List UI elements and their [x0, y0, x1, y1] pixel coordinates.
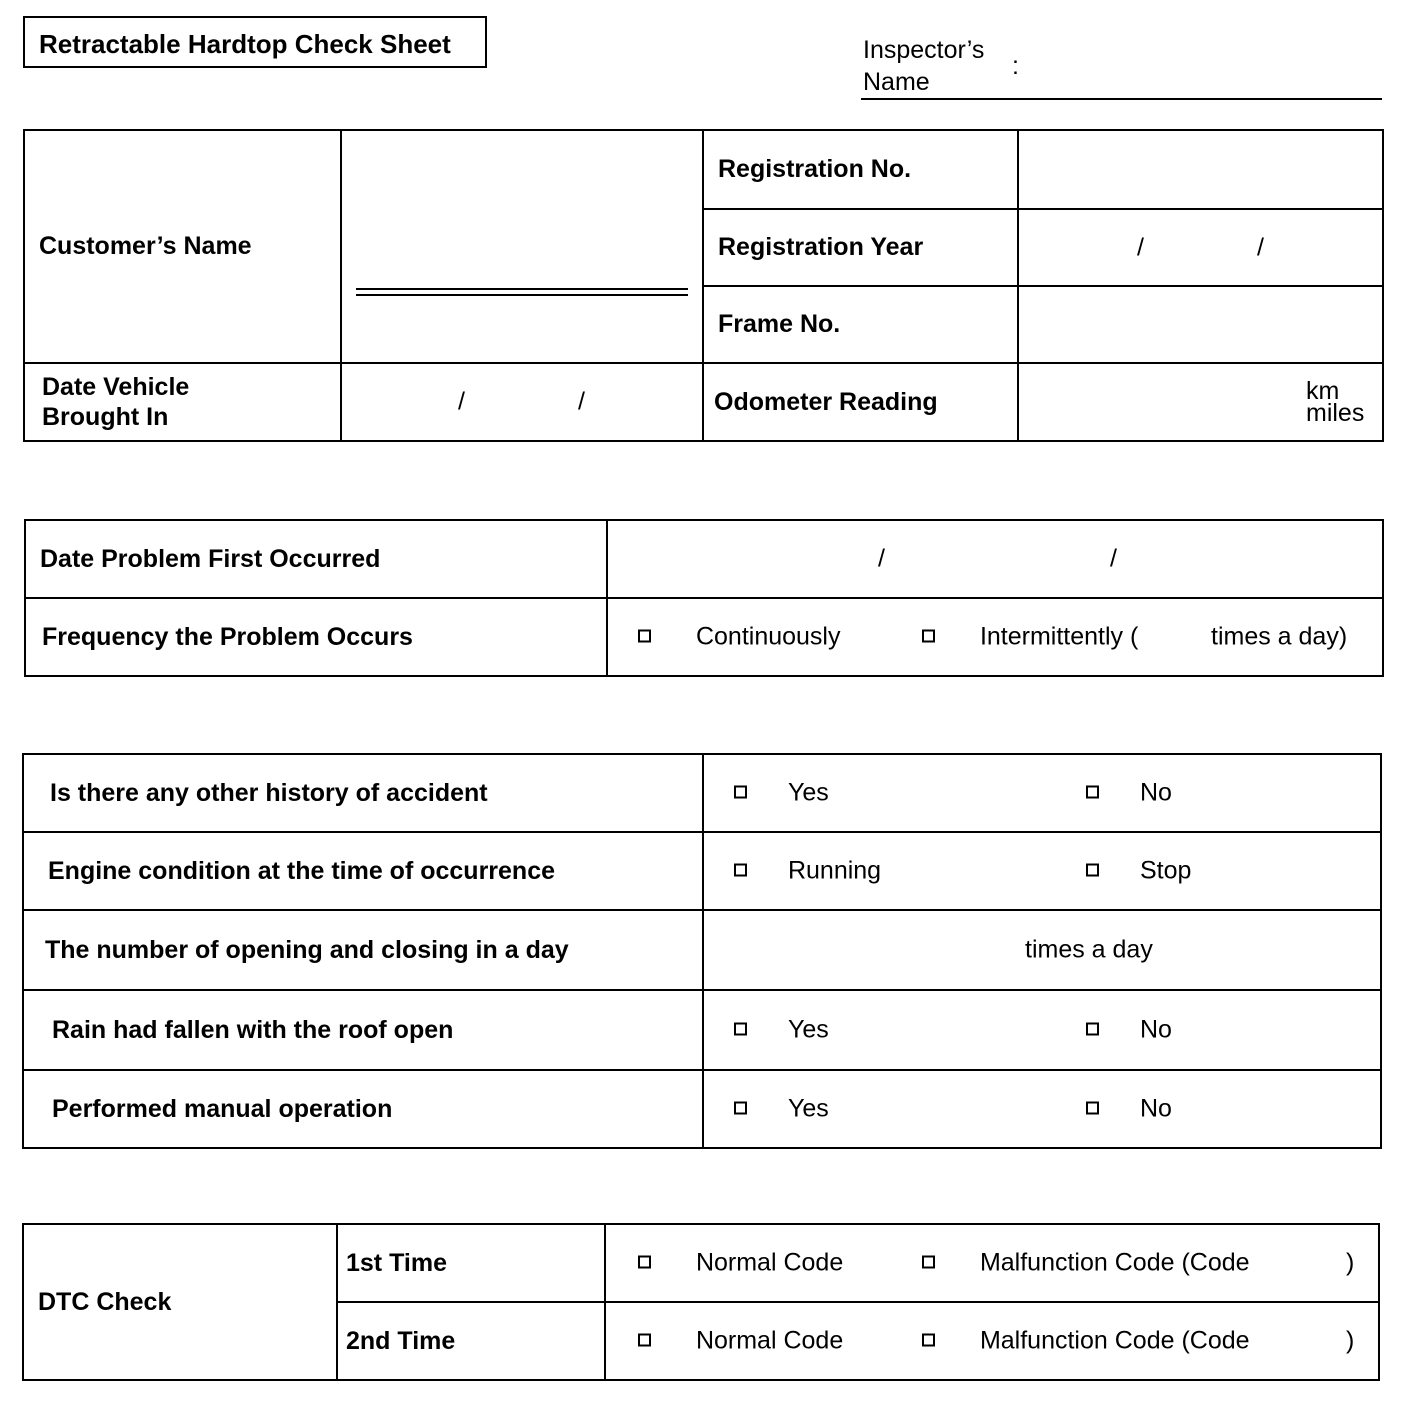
option-yes[interactable] [734, 1095, 829, 1124]
accident-label: Is there any other history of accident [23, 754, 703, 832]
option-malfunction-code-label: Malfunction Code (Code [979, 1326, 1250, 1355]
option-continuously-label: Continuously [695, 622, 841, 651]
option-no[interactable] [1086, 1095, 1172, 1124]
checkbox[interactable] [734, 1101, 747, 1114]
rain-field [703, 990, 1381, 1070]
dtc-first-time-label: 1st Time [337, 1224, 605, 1302]
option-stop-label: Stop [1139, 856, 1192, 885]
date-brought-in-line1: Date Vehicle [42, 373, 190, 401]
problem-table [24, 519, 1384, 677]
inspector-label-line1: Inspector’s [863, 36, 985, 64]
date-separator: / [1110, 544, 1117, 573]
checkbox[interactable] [638, 1255, 651, 1268]
rain-label: Rain had fallen with the roof open [23, 990, 703, 1070]
checkbox[interactable] [1086, 1022, 1099, 1035]
checkbox[interactable] [734, 863, 747, 876]
registration-year-label: Registration Year [703, 209, 1018, 286]
option-yes-label: Yes [787, 1094, 829, 1123]
option-intermittently[interactable] [922, 623, 1138, 652]
date-brought-in-field[interactable] [341, 363, 703, 441]
option-no-label: No [1139, 1094, 1172, 1123]
date-brought-in-line2: Brought In [42, 403, 169, 431]
conditions-table [22, 753, 1382, 1149]
date-first-occurred-label: Date Problem First Occurred [25, 520, 607, 598]
date-separator: / [578, 387, 585, 416]
vehicle-info-table [23, 129, 1384, 442]
close-paren: ) [1346, 1326, 1355, 1355]
date-first-occurred-field[interactable] [607, 520, 1383, 598]
checkbox[interactable] [922, 1255, 935, 1268]
dtc-check-label: DTC Check [23, 1224, 337, 1380]
checkbox[interactable] [922, 1333, 935, 1346]
date-separator: / [878, 544, 885, 573]
inspector-label-line2: Name [863, 68, 930, 96]
option-no-label: No [1139, 778, 1172, 807]
page-title: Retractable Hardtop Check Sheet [23, 16, 487, 68]
date-separator: / [458, 387, 465, 416]
engine-label: Engine condition at the time of occurrence [23, 832, 703, 910]
frequency-label: Frequency the Problem Occurs [25, 598, 607, 676]
checkbox[interactable] [638, 629, 651, 642]
option-continuously[interactable] [638, 623, 840, 652]
open-close-field[interactable] [703, 910, 1381, 990]
dtc-table [22, 1223, 1380, 1381]
engine-field [703, 832, 1381, 910]
frame-no-field[interactable] [1018, 286, 1383, 363]
customer-name-label: Customer’s Name [24, 130, 341, 363]
option-normal-code-label: Normal Code [695, 1248, 844, 1277]
option-yes[interactable] [734, 1016, 829, 1045]
checkbox[interactable] [922, 629, 935, 642]
option-no[interactable] [1086, 779, 1172, 808]
option-intermittently-label: Intermittently ( [979, 622, 1139, 651]
times-a-day-label: times a day [1025, 935, 1153, 964]
option-malfunction-code[interactable] [922, 1327, 1250, 1356]
inspector-name-field[interactable] [861, 98, 1382, 100]
odometer-label: Odometer Reading [703, 363, 1018, 441]
dtc-first-time-field [605, 1224, 1379, 1302]
option-normal-code-label: Normal Code [695, 1326, 844, 1355]
checkbox[interactable] [1086, 785, 1099, 798]
close-paren: ) [1346, 1248, 1355, 1277]
option-running-label: Running [787, 856, 882, 885]
odometer-unit-miles: miles [1306, 399, 1365, 427]
option-yes-label: Yes [787, 778, 829, 807]
date-separator: / [1137, 233, 1144, 261]
open-close-label: The number of opening and closing in a day [23, 910, 703, 990]
option-normal-code[interactable] [638, 1249, 843, 1278]
frequency-field [607, 598, 1383, 676]
checkbox[interactable] [734, 1022, 747, 1035]
customer-name-field[interactable] [341, 130, 703, 363]
odometer-field[interactable] [1018, 363, 1383, 441]
odometer-units [1306, 377, 1365, 427]
dtc-second-time-field [605, 1302, 1379, 1380]
option-normal-code[interactable] [638, 1327, 843, 1356]
option-no[interactable] [1086, 1016, 1172, 1045]
option-malfunction-code-label: Malfunction Code (Code [979, 1248, 1250, 1277]
date-separator: / [1257, 233, 1264, 261]
customer-name-underline-2 [356, 294, 688, 296]
option-yes-label: Yes [787, 1015, 829, 1044]
inspector-colon: : [1012, 52, 1019, 80]
manual-label: Performed manual operation [23, 1070, 703, 1148]
registration-no-label: Registration No. [703, 130, 1018, 209]
checkbox[interactable] [1086, 1101, 1099, 1114]
option-stop[interactable] [1086, 857, 1191, 886]
checkbox[interactable] [1086, 863, 1099, 876]
odometer-unit-km: km [1306, 377, 1340, 405]
checkbox[interactable] [638, 1333, 651, 1346]
frame-no-label: Frame No. [703, 286, 1018, 363]
customer-name-underline-1 [356, 288, 688, 290]
option-running[interactable] [734, 857, 881, 886]
option-no-label: No [1139, 1015, 1172, 1044]
option-malfunction-code[interactable] [922, 1249, 1250, 1278]
registration-no-field[interactable] [1018, 130, 1383, 209]
checkbox[interactable] [734, 785, 747, 798]
registration-year-field[interactable] [1018, 209, 1383, 286]
manual-field [703, 1070, 1381, 1148]
inspector-name-label [863, 34, 984, 98]
accident-field [703, 754, 1381, 832]
dtc-second-time-label: 2nd Time [337, 1302, 605, 1380]
date-brought-in-label [24, 363, 341, 441]
times-a-day-suffix: times a day) [1211, 622, 1348, 651]
option-yes[interactable] [734, 779, 829, 808]
